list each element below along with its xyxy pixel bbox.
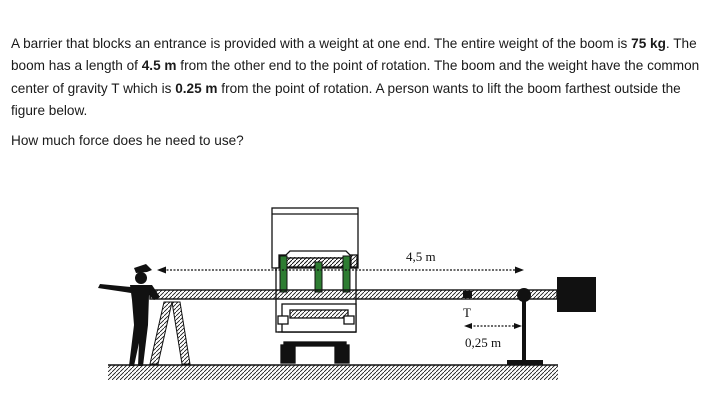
counterweight (557, 277, 596, 312)
distance-dimension (464, 323, 522, 329)
mass-value: 75 kg (631, 36, 666, 51)
length-label: 4,5 m (406, 249, 436, 264)
statement-part-2: . The boom has a length of (11, 36, 697, 74)
length-value: 4.5 m (141, 58, 177, 74)
center-of-gravity-label: T (463, 305, 471, 320)
center-of-gravity-marker (463, 291, 472, 298)
ground (108, 365, 558, 380)
distance-value: 0.25 m (175, 80, 218, 96)
question: How much force does he need to use? (11, 133, 244, 149)
statement-part-3: from the other end to the point of rotation. The boom and the weight have the common center of gravity T which is (11, 58, 700, 96)
a-frame-support (150, 302, 190, 364)
distance-label: 0,25 m (465, 335, 502, 350)
person (98, 264, 160, 366)
boom (150, 290, 557, 299)
statement-part-1: A barrier that blocks an entrance is provided with a weight at one end. The entire weight of the boom is (11, 36, 632, 51)
statement-part-4: from the point of rotation. A person wants to lift the boom farthest outside the figure below. (11, 80, 681, 118)
